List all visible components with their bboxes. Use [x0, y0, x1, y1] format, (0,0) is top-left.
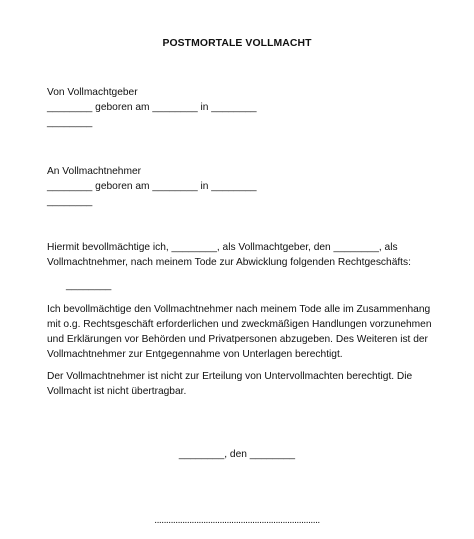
authorization-line-1: Ich bevollmächtige den Vollmachtnehmer nach meinem Tode alle im Zusammenhang: [47, 304, 431, 315]
principal-details-line-2: ________: [47, 117, 93, 128]
principal-details-line: ________ geboren am ________ in ________: [47, 102, 257, 113]
intro-line-2: Vollmachtnehmer, nach meinem Tode zur Abwicklung folgenden Rechtgeschäfts:: [47, 257, 411, 268]
restriction-line-2: Vollmacht ist nicht übertragbar.: [47, 386, 187, 397]
intro-paragraph: [47, 240, 437, 270]
document-title: POSTMORTALE VOLLMACHT: [162, 38, 312, 49]
authorization-line-3: und Erklärungen vor Behörden und Privatpersonen abzugeben. Des Weiteren ist der: [47, 334, 428, 345]
agent-details-line: ________ geboren am ________ in ________: [47, 181, 257, 192]
authorization-paragraph: [47, 302, 437, 362]
authorization-line-2: mit o.g. Rechtsgeschäft erforderlichen und zweckmäßigen Handlungen vorzunehmen: [47, 319, 432, 330]
authorization-line-4: Vollmachtnehmer zur Entgegennahme von Unterlagen berechtigt.: [47, 349, 343, 360]
principal-section: [47, 85, 437, 130]
restriction-line-1: Der Vollmachtnehmer ist nicht zur Erteilung von Untervollmachten berechtigt. Die: [47, 371, 413, 382]
intro-line-1: Hiermit bevollmächtige ich, ________, als Vollmachtgeber, den ________, als: [47, 242, 398, 253]
principal-heading: Von Vollmachtgeber: [47, 87, 138, 98]
agent-details-line-2: ________: [47, 196, 93, 207]
signature-line: .......................................................................: [154, 515, 320, 526]
restriction-paragraph: [47, 369, 437, 399]
agent-heading: An Vollmachtnehmer: [47, 166, 141, 177]
place-date-line: ________, den ________: [178, 449, 296, 460]
legal-transaction-blank: ________: [66, 280, 112, 291]
agent-section: [47, 164, 437, 209]
